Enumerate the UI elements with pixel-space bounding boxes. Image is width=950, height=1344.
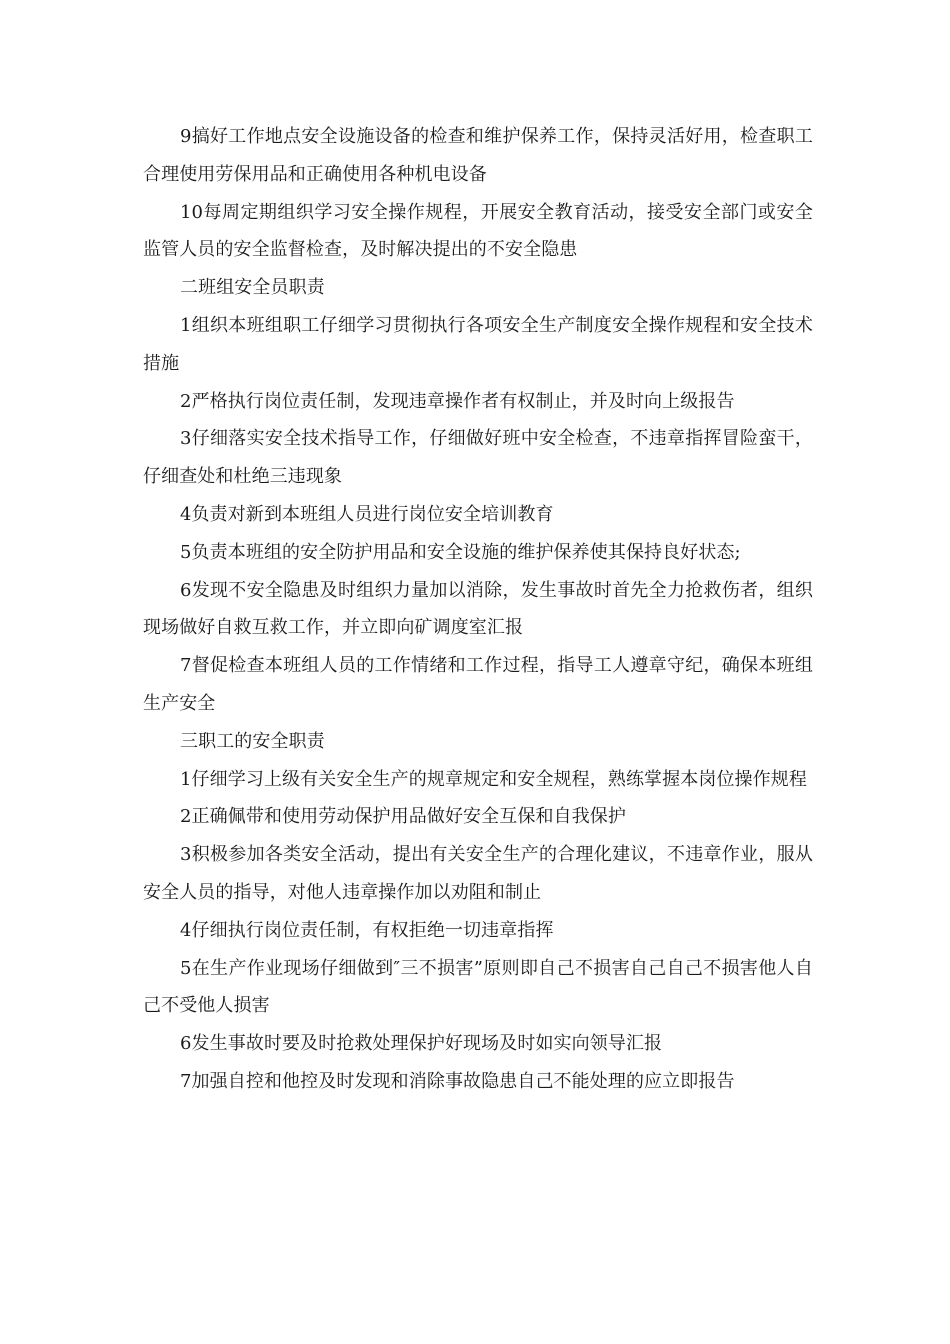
paragraph: 3积极参加各类安全活动，提出有关安全生产的合理化建议，不违章作业，服从安全人员的指导，对他人违章操作加以劝阻和制止 (143, 844, 813, 903)
paragraph: 7加强自控和他控及时发现和消除事故隐患自己不能处理的应立即报告 (180, 1070, 735, 1092)
paragraph: 1仔细学习上级有关安全生产的规章规定和安全规程，熟练掌握本岗位操作规程 (180, 768, 807, 790)
paragraph: 9搞好工作地点安全设施设备的检查和维护保养工作，保持灵活好用，检查职工合理使用劳保用品和正确使用各种机电设备 (143, 126, 813, 185)
paragraph: 6发生事故时要及时抢救处理保护好现场及时如实向领导汇报 (180, 1033, 663, 1055)
section-heading: 二班组安全员职责 (180, 277, 325, 299)
section-heading: 三职工的安全职责 (180, 730, 325, 752)
paragraph: 4负责对新到本班组人员进行岗位安全培训教育 (180, 503, 554, 525)
paragraph: 10每周定期组织学习安全操作规程，开展安全教育活动，接受安全部门或安全监管人员的安全监督检查，及时解决提出的不安全隐患 (143, 201, 813, 261)
paragraph: 5在生产作业现场仔细做到″三不损害”原则即自己不损害自己自己不损害他人自己不受他人损害 (143, 957, 813, 1017)
paragraph: 2严格执行岗位责任制，发现违章操作者有权制止，并及时向上级报告 (180, 390, 735, 412)
paragraph: 3仔细落实安全技术指导工作，仔细做好班中安全检查，不违章指挥冒险蛮干，仔细查处和杜绝三违现象 (143, 428, 813, 488)
paragraph: 1组织本班组职工仔细学习贯彻执行各项安全生产制度安全操作规程和安全技术措施 (143, 314, 813, 374)
paragraph: 5负责本班组的安全防护用品和安全设施的维护保养使其保持良好状态; (180, 541, 741, 563)
document-body (143, 118, 813, 1101)
paragraph: 4仔细执行岗位责任制，有权拒绝一切违章指挥 (180, 919, 554, 941)
paragraph: 6发现不安全隐患及时组织力量加以消除，发生事故时首先全力抢救伤者，组织现场做好自救互救工作，并立即向矿调度室汇报 (143, 579, 813, 639)
paragraph: 7督促检查本班组人员的工作情绪和工作过程，指导工人遵章守纪，确保本班组生产安全 (143, 655, 813, 714)
paragraph: 2正确佩带和使用劳动保护用品做好安全互保和自我保护 (180, 806, 626, 828)
